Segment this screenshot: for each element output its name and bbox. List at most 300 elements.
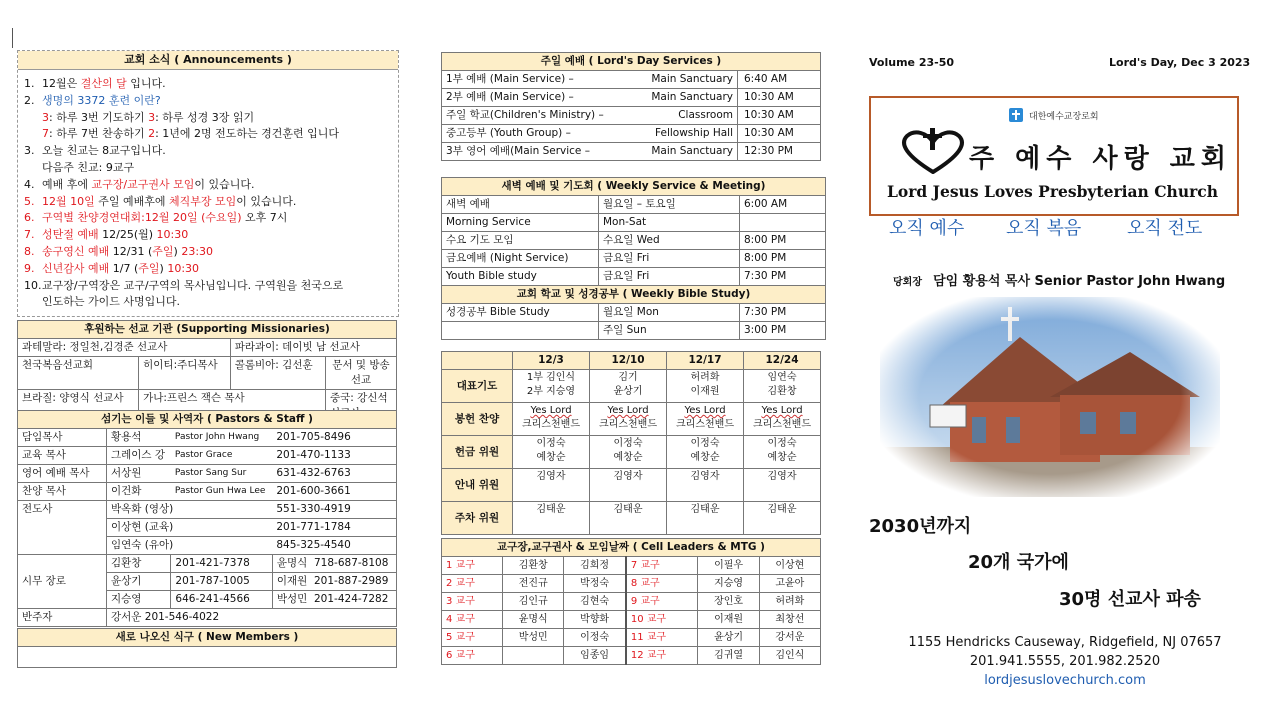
staff-name: 박옥화 (영상) [107,501,273,519]
cell-leader: 김희정 [564,557,626,575]
slogan-3: 오직 전도 [1127,218,1203,239]
cell-district: 4 교구 [442,611,503,629]
denomination: 대한예수교장로회 [1029,112,1099,122]
announcement-item [24,93,398,110]
church-logo-box [869,96,1239,216]
elder-pair [272,573,396,591]
service-name: 3부 영어 예배(Main Service – [442,143,634,161]
missionaries-title: 후원하는 선교 기관 (Supporting Missionaries) [18,321,397,339]
missionary-cell: 중국: 강신석 [326,390,397,423]
staff-phone: 551-330-4919 [272,501,396,519]
duty-cell [744,469,821,502]
elder-name: 박성민 [276,593,308,605]
announcement-text: 3 [42,110,49,124]
cell-leader: 박향화 [564,611,626,629]
staff-phone: 201-470-1133 [272,447,396,465]
duty-row [442,436,821,469]
duty-cell [513,469,590,502]
service-row [442,143,821,161]
meeting-day: 월요일 – 토요일 [599,196,740,214]
announcement-text: 체직부장 모임 [169,194,237,208]
announcement-item [24,76,398,93]
phone-numbers: 201.941.5555, 201.982.2520 [969,654,1161,669]
duty-cell [590,502,667,535]
announcement-text: 주일 예배후에 [94,194,169,208]
duty-cell [744,370,821,403]
announcement-number: 6. [24,211,35,225]
staff-phone: 201-771-1784 [272,519,396,537]
announcement-text: 오늘 친교는 8교구입니다. [42,144,166,158]
duty-cell-line: 예창순 [767,452,797,463]
slogan-1: 오직 예수 [889,218,965,239]
duty-cell-line: 임연숙 [767,372,797,383]
cell-leader: 김인식 [759,647,820,665]
meeting-day: 주일 Sun [599,322,740,340]
cell-leader: 강서운 [759,629,820,647]
announcement-text: 생명의 3372 훈련 이란? [42,93,161,107]
weekly-row [442,250,826,268]
meeting-time: 8:00 PM [740,250,826,268]
announcement-item [24,261,398,278]
staff-name: 서상원 [107,465,171,483]
cell-district: 12 교구 [626,647,698,665]
announcement-text: 오후 7시 [241,211,288,225]
service-location: Fellowship Hall [633,125,737,143]
new-members-empty [18,647,397,668]
elder-name: 윤명식 [276,557,308,569]
duty-cell [513,502,590,535]
weekly-row [442,196,826,214]
announcement-number: 1. [24,77,35,90]
pastor-prefix: 당회장 [893,277,922,288]
elder-pair [272,555,396,573]
meeting-name: Youth Bible study [442,268,599,286]
duty-cell-line: 크리스천밴드 [676,419,734,430]
duty-cell-line: 김영자 [536,471,566,482]
announcement-text: 교구장/교구권사 모임 [91,177,195,191]
duty-cell-line: 이정숙 [536,438,566,449]
duty-label: 봉헌 찬양 [442,403,513,436]
meeting-day: 금요일 Fri [599,268,740,286]
bible-study-title: 교회 학교 및 성경공부 ( Weekly Bible Study) [442,286,826,304]
service-row [442,71,821,89]
duty-date: 12/3 [513,352,590,370]
duty-cell-line: 김태운 [613,504,643,515]
announcement-item [24,244,398,261]
denomination-icon [1009,108,1023,122]
service-location: Classroom [633,107,737,125]
duty-cell-line: 예창순 [536,452,566,463]
announcement-text: 성탄절 예배 [42,228,99,242]
duty-cell-line: 예창순 [613,452,643,463]
address: 1155 Hendricks Causeway, Ridgefield, NJ 07657 [908,635,1222,650]
duty-cell-line: Yes Lord [761,405,803,416]
service-time: 12:30 PM [738,143,821,161]
announcement-text: 2 [148,127,156,141]
cell-district: 3 교구 [442,593,503,611]
service-time: 10:30 AM [738,89,821,107]
duty-row [442,403,821,436]
custodian-role: 반주자 [18,609,107,627]
service-time: 10:30 AM [738,107,821,125]
announcement-text: : 1년에 2명 전도하는 경건훈련 입니다 [155,127,340,141]
cell-row [442,629,821,647]
duty-table [441,351,821,535]
duty-cell [590,370,667,403]
service-name: 1부 예배 (Main Service) – [442,71,634,89]
staff-row [18,465,397,483]
lords-day-table [441,52,821,161]
announcement-number: 7. [24,228,35,242]
announcement-text: 12월은 [42,77,81,90]
duty-cell-line [748,484,816,498]
announcement-text: 예배 후에 [42,177,92,191]
new-members-table [17,628,397,668]
staff-english-name: Pastor Gun Hwa Lee [171,483,272,501]
church-name-en: Lord Jesus Loves Presbyterian Church [887,182,1218,201]
missionary-cell: 문서 및 방송 선교 [326,357,397,390]
duty-cell-line: 이정숙 [690,438,720,449]
duty-cell-line: 크리스천밴드 [753,419,811,430]
announcement-text: 다음주 친교: 9교구 [42,160,135,174]
elder-name: 윤상기 [107,573,171,591]
announcement-text: 7 [42,127,49,141]
cell-row [442,611,821,629]
slogan [1006,214,1081,240]
duty-cell-line: 이정숙 [613,438,643,449]
missionary-cell: 과테말라: 정일천,김경준 선교사 [18,339,231,357]
announcement-text: 3 [148,110,156,124]
pastor-line [893,270,1225,289]
duty-cell [513,370,590,403]
vision-line-1: 2030년까지 [869,516,972,537]
missionary-cell: 콜롬비아: 김선훈 [230,357,325,390]
announcement-item [24,194,398,211]
custodian: 강서운 201-546-4022 [107,609,397,627]
duty-cell-line: Yes Lord [530,405,572,416]
service-row [442,107,821,125]
cell-leader: 이정숙 [564,629,626,647]
duty-cell-line: Yes Lord [607,405,649,416]
duty-label: 헌금 위원 [442,436,513,469]
announcements-list [18,76,398,311]
announcement-text: : 하루 3번 기도하기 [49,110,149,124]
announcement-item [24,278,398,295]
announcement-text: : 하루 7번 찬송하기 [49,127,149,141]
announcement-number: 5. [24,194,35,208]
duty-cell-line: 크리스천밴드 [522,419,580,430]
announcement-number: 4. [24,177,35,191]
lords-day-title: 주일 예배 ( Lord's Day Services ) [442,53,821,71]
staff-title: 섬기는 이들 및 사역자 ( Pastors & Staff ) [18,411,397,429]
meeting-time: 7:30 PM [740,268,826,286]
cell-leaders-title: 교구장,교구권사 & 모임날짜 ( Cell Leaders & MTG ) [442,539,821,557]
cell-district: 8 교구 [626,575,698,593]
duty-cell-line: 윤상기 [613,386,643,397]
announcement-item [24,160,398,177]
staff-name: 이건화 [107,483,171,501]
duty-label: 주차 위원 [442,502,513,535]
staff-phone: 201-600-3661 [272,483,396,501]
meeting-time: 8:00 PM [740,232,826,250]
duty-cell-line: 허려화 [690,372,720,383]
duty-cell [667,502,744,535]
cell-leader: 이재원 [698,611,759,629]
announcement-text: ) [173,244,182,258]
meeting-name: 성경공부 Bible Study [442,304,599,322]
cell-district: 6 교구 [442,647,503,665]
duty-cell-line: 김기 [618,372,638,383]
cell-district: 10 교구 [626,611,698,629]
duty-cell-line: 이재원 [690,386,720,397]
announcement-item [24,210,398,227]
meeting-time: 7:30 PM [740,304,826,322]
text-cursor [12,28,13,48]
announcement-item [24,227,398,244]
announcement-text: 교구장/구역장은 교구/구역의 목사님입니다. 구역원을 천국으로 [42,278,344,292]
cell-leader: 윤상기 [698,629,759,647]
weekly-row [442,268,826,286]
duty-cell [744,436,821,469]
announcement-text: : 하루 성경 3장 읽기 [155,110,255,124]
announcement-text: 이 있습니다. [194,177,255,191]
cell-leader: 장인호 [698,593,759,611]
missionary-cell: 히이티:주디목사 [139,357,231,390]
duty-cell [667,469,744,502]
elder-role: 시무 장로 [18,555,107,609]
staff-name: 황용석 [107,429,171,447]
staff-name: 그레이스 강 [107,447,171,465]
cell-leader: 임종임 [564,647,626,665]
cell-leader: 고윤아 [759,575,820,593]
duty-cell-line: 김태운 [690,504,720,515]
duty-cell-line: 2부 지승영 [526,386,576,397]
announcement-number: 2. [24,93,35,107]
duty-header-row [442,352,821,370]
duty-cell-line: Yes Lord [684,405,726,416]
duty-cell-line [517,484,585,498]
staff-phone: 631-432-6763 [272,465,396,483]
cell-district: 1 교구 [442,557,503,575]
service-name: 주일 학교(Children's Ministry) – [442,107,634,125]
announcement-text: 1/7 ( [109,261,139,275]
service-row [442,125,821,143]
vision-line-2: 20개 국가에 [968,552,1069,573]
meeting-day: 금요일 Fri [599,250,740,268]
announcement-text: 신년감사 예배 [42,261,110,275]
duty-cell [590,469,667,502]
missionary-cell: 파라과이: 데이빗 남 선교사 [230,339,396,357]
duty-cell [744,502,821,535]
cell-leader: 허려화 [759,593,820,611]
missionary-cell: 브라질: 양영식 선교사 [18,390,139,423]
cell-row [442,557,821,575]
staff-row [18,447,397,465]
duty-cell-line: 크리스천밴드 [599,419,657,430]
staff-name: 이상현 (교육) [107,519,273,537]
elder-name: 김환창 [107,555,171,573]
staff-english-name: Pastor Grace [171,447,272,465]
cell-district: 11 교구 [626,629,698,647]
cell-district: 9 교구 [626,593,698,611]
meeting-time: 6:00 AM [740,196,826,214]
missionary-cell: 가나:프린스 잭슨 목사 [139,390,326,423]
announcement-text: 결산의 달 [80,77,127,90]
service-name: 2부 예배 (Main Service) – [442,89,634,107]
vision-line-3: 30명 선교사 파송 [1059,589,1201,610]
duty-cell [667,436,744,469]
duty-cell-line: 김태운 [536,504,566,515]
cell-leader: 최창선 [759,611,820,629]
meeting-name: 새벽 예배 [442,196,599,214]
staff-role: 영어 예배 목사 [18,465,107,483]
duty-row [442,469,821,502]
announcement-text: 구역별 찬양경연대회:12월 20일 (수요일) [42,211,242,225]
bible-study-row [442,304,826,322]
cell-leader: 박정숙 [564,575,626,593]
missionary-cell: 천국복음선교회 [18,357,139,390]
elder-name: 지승영 [107,591,171,609]
staff-role: 담임목사 [18,429,107,447]
announcement-number: 9. [24,261,35,275]
cell-district: 7 교구 [626,557,698,575]
duty-cell [667,403,744,436]
meeting-name [442,322,599,340]
duty-date: 12/17 [667,352,744,370]
staff-english-name: Pastor John Hwang [171,429,272,447]
weekly-title: 새벽 예배 및 기도회 ( Weekly Service & Meeting) [442,178,826,196]
cell-leader: 박성민 [503,629,564,647]
duty-cell-line: 1부 김인식 [526,372,576,383]
duty-cell-line: 이정숙 [767,438,797,449]
duty-cell [744,403,821,436]
announcement-text: 10:30 [156,228,189,242]
announcement-text: 송구영신 예배 [42,244,110,258]
meeting-name: 수요 기도 모임 [442,232,599,250]
duty-cell-line [671,484,739,498]
church-name-ko: 주 예수 사랑 교회 [969,144,1232,174]
bible-study-row [442,322,826,340]
announcement-item [24,177,398,194]
meeting-day: 월요일 Mon [599,304,740,322]
duty-label: 안내 위원 [442,469,513,502]
cell-leaders-table [441,538,821,665]
duty-cell [667,370,744,403]
duty-cell [590,436,667,469]
announcement-text: 12/31 ( [109,244,153,258]
announcement-item [24,294,398,311]
announcement-text: 12/25(월) [98,228,157,242]
cell-leader: 지승영 [698,575,759,593]
church-photo [880,297,1220,497]
meeting-day: 수요일 Wed [599,232,740,250]
staff-role: 교육 목사 [18,447,107,465]
elder-name: 이재원 [276,575,308,587]
elder-phone: 201-787-1005 [171,573,272,591]
announcement-text: 주일 [152,244,174,258]
elder-pair [272,591,396,609]
cell-leader: 김현숙 [564,593,626,611]
announcement-text: 이 있습니다. [236,194,297,208]
duty-cell-line [594,484,662,498]
service-name: 중고등부 (Youth Group) – [442,125,634,143]
staff-table [17,410,397,627]
announcement-item [24,110,398,127]
cell-leader: 김환창 [503,557,564,575]
cell-row [442,575,821,593]
service-row [442,89,821,107]
duty-date: 12/10 [590,352,667,370]
cell-leader [503,647,564,665]
meeting-time [740,214,826,232]
cell-row [442,647,821,665]
weekly-row [442,214,826,232]
cell-leader: 김귀열 [698,647,759,665]
announcement-text: 23:30 [181,244,214,258]
announcements-title: 교회 소식 ( Announcements ) [18,51,398,70]
cell-leader: 전진규 [503,575,564,593]
cell-district: 2 교구 [442,575,503,593]
staff-phone: 201-705-8496 [272,429,396,447]
elder-phone: 201-421-7378 [171,555,272,573]
service-location: Main Sanctuary [633,89,737,107]
slogan [889,214,964,240]
service-time: 6:40 AM [738,71,821,89]
meeting-name: Morning Service [442,214,599,232]
weekly-row [442,232,826,250]
staff-row [18,429,397,447]
cell-leader: 이상현 [759,557,820,575]
announcement-text: 12월 10일 [42,194,95,208]
website-link[interactable]: lordjesuslovechurch.com [984,673,1146,688]
announcement-number: 10. [24,278,42,292]
new-members-title: 새로 나오신 식구 ( New Members ) [18,629,397,647]
duty-cell-line: 김태운 [767,504,797,515]
cell-district: 5 교구 [442,629,503,647]
cell-row [442,593,821,611]
evangelist-role: 전도사 [18,501,107,555]
slogan-2: 오직 복음 [1006,218,1082,239]
heart-cross-icon [897,128,969,174]
service-time: 10:30 AM [738,125,821,143]
announcement-text: 인도하는 가이드 사명입니다. [42,295,181,309]
duty-corner [442,352,513,370]
announcement-number: 3. [24,144,35,158]
announcement-text: 입니다. [126,77,166,90]
duty-cell [513,436,590,469]
staff-phone: 845-325-4540 [272,537,396,555]
pastor-name: 담임 황용석 목사 Senior Pastor John Hwang [933,274,1226,289]
volume: Volume 23-50 [869,56,955,69]
cell-leader: 김인규 [503,593,564,611]
duty-cell-line: 김환창 [767,386,797,397]
meeting-time: 3:00 PM [740,322,826,340]
duty-cell-line: 김영자 [690,471,720,482]
cell-leader: 이필우 [698,557,759,575]
cell-leader: 윤명식 [503,611,564,629]
duty-row [442,370,821,403]
meeting-name: 금요예배 (Night Service) [442,250,599,268]
announcement-item [24,126,398,143]
duty-cell-line: 예창순 [690,452,720,463]
announcement-text: 주일 [138,261,160,275]
duty-cell [590,403,667,436]
announcement-text: 10:30 [167,261,200,275]
elder-phone: 718-687-8108 [314,557,389,569]
elder-phone: 646-241-4566 [171,591,272,609]
service-location: Main Sanctuary [633,71,737,89]
duty-row [442,502,821,535]
